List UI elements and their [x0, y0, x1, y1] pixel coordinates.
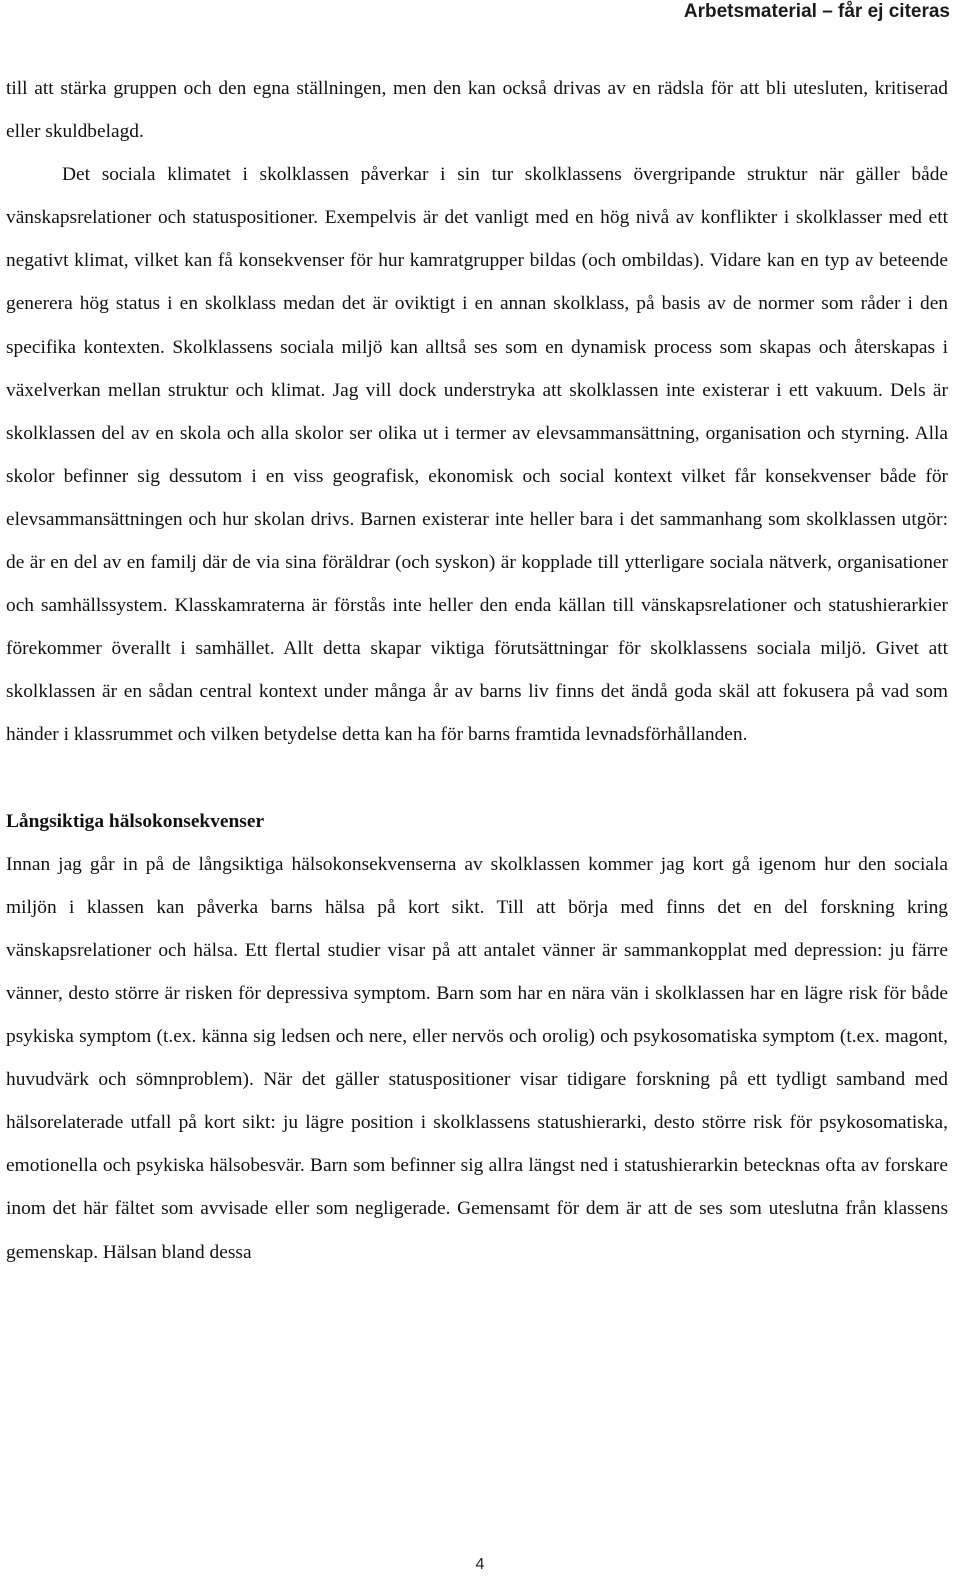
paragraph-social-climate: Det sociala klimatet i skolklassen påverkar i sin tur skolklassens övergripande struktur när gäller både vänskapsrelationer och statuspositioner. Exempelvis är det vanligt med en hög nivå av konflikter i skolklasser med ett negativt klimat, vilket kan få konsekvenser för hur kamratgrupper bildas (och ombildas). Vidare kan en typ av beteende generera hög status i en skolklass medan det är oviktigt i en annan skolklass, på basis av de normer som råder i den specifika kontexten. Skolklassens sociala miljö kan alltså ses som en dynamisk process som skapas och återskapas i växelverkan mellan struktur och klimat. Jag vill dock understryka att skolklassen inte existerar i ett vakuum. Dels är skolklassen del av en skola och alla skolor ser olika ut i termer av elevsammansättning, organisation och styrning. Alla skolor befinner sig dessutom i en viss geografisk, ekonomisk och social kontext vilket får konsekvenser både för elevsammansättningen och hur skolan drivs. Barnen existerar inte heller bara i det sammanhang som skolklassen utgör: de är en del av en familj där de via sina föräldrar (och syskon) är kopplade till ytterligare sociala nätverk, organisationer och samhällssystem. Klasskamraterna är förstås inte heller den enda källan till vänskapsrelationer och statushierarkier förekommer överallt i samhället. Allt detta skapar viktiga förutsättningar för skolklassens sociala miljö. Givet att skolklassen är en sådan central kontext under många år av barns liv finns det ändå goda skäl att fokusera på vad som händer i klassrummet och vilken betydelse detta kan ha för barns framtida levnadsförhållanden. [6, 164, 948, 746]
paragraph-continued: till att stärka gruppen och den egna ställningen, men den kan också drivas av en rädsla för att bli utesluten, kritiserad eller skuldbelagd. [6, 78, 948, 143]
document-body [6, 67, 948, 1274]
running-header: Arbetsmaterial – får ej citeras [683, 1, 950, 22]
section-heading: Långsiktiga hälsokonsekvenser [6, 810, 265, 832]
page-number: 4 [475, 1556, 485, 1573]
paragraph-health-consequences: Innan jag går in på de långsiktiga hälsokonsekvenserna av skolklassen kommer jag kort gå igenom hur den sociala miljön i klassen kan påverka barns hälsa på kort sikt. Till att börja med finns det en del forskning kring vänskapsrelationer och hälsa. Ett flertal studier visar på att antalet vänner är sammankopplat med depression: ju färre vänner, desto större är risken för depressiva symptom. Barn som har en nära vän i skolklassen har en lägre risk för både psykiska symptom (t.ex. känna sig ledsen och nere, eller nervös och orolig) och psykosomatiska symptom (t.ex. magont, huvudvärk och sömnproblem). När det gäller statuspositioner visar tidigare forskning på ett tydligt samband med hälsorelaterade utfall på kort sikt: ju lägre position i skolklassens statushierarki, desto större risk för psykosomatiska, emotionella och psykiska hälsobesvär. Barn som befinner sig allra längst ned i statushierarkin betecknas ofta av forskare inom det här fältet som avvisade eller som negligerade. Gemensamt för dem är att de ses som uteslutna från klassens gemenskap. Hälsan bland dessa [6, 853, 948, 1263]
